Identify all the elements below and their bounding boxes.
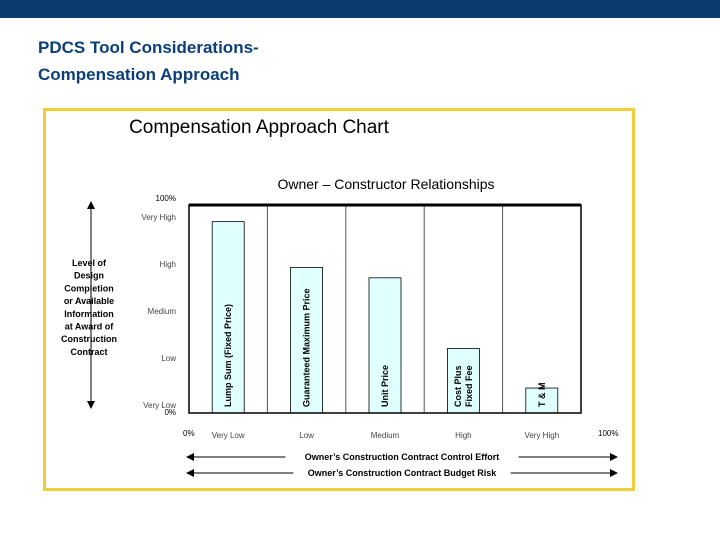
chart-title: Compensation Approach Chart: [129, 117, 389, 138]
x-end-label-left: 0%: [183, 429, 195, 438]
chart-subtitle: Owner – Constructor Relationships: [277, 176, 495, 192]
y-axis-label-line: Information: [64, 308, 114, 319]
bar-label-4: Fixed Fee: [463, 365, 474, 407]
y-tick-label: Very High: [141, 213, 176, 222]
y-axis-label-line: Construction: [61, 334, 117, 345]
x-tick-label: Low: [299, 431, 314, 440]
top-banner: [0, 0, 720, 18]
bar-label-5: T & M: [536, 382, 547, 407]
bottom-arrow-label: Owner’s Construction Contract Budget Risk: [307, 468, 497, 478]
bottom-arrow-label: Owner’s Construction Contract Control Effort: [304, 452, 500, 462]
slide-title: PDCS Tool Considerations-: [38, 38, 259, 57]
y-arrow-head-up: [87, 201, 95, 209]
slide-subtitle: Compensation Approach: [38, 65, 240, 84]
y-end-label-top: 100%: [155, 194, 176, 203]
y-tick-label: Very Low: [143, 401, 176, 410]
y-axis-label-line: Contract: [70, 346, 108, 357]
compensation-approach-chart: [46, 111, 632, 488]
y-axis-label-line: Level of: [71, 258, 107, 268]
x-tick-label: Very High: [524, 431, 560, 440]
bottom-arrow-head-right: [610, 453, 618, 461]
chart-frame: [43, 108, 635, 491]
bottom-arrow-head-left: [186, 469, 194, 477]
x-tick-label: Medium: [370, 431, 400, 440]
y-axis-label-line: Design: [73, 270, 105, 281]
y-end-label-bottom: 0%: [164, 408, 176, 417]
x-tick-label: High: [455, 431, 472, 440]
bar-label-1: Lump Sum (Fixed Price): [223, 303, 234, 407]
bottom-arrow-head-right: [610, 469, 618, 477]
y-axis-label-line: at Award of: [64, 321, 114, 332]
y-tick-label: High: [159, 260, 176, 269]
bar-label-2: Guaranteed Maximum Price: [301, 288, 312, 407]
bar-label-3: Unit Price: [380, 364, 390, 407]
bar-label-4: Cost Plus: [452, 365, 463, 407]
y-axis-label-line: Completion: [64, 283, 114, 294]
x-end-label-right: 100%: [598, 429, 619, 438]
bottom-arrow-head-left: [186, 453, 194, 461]
y-tick-label: Medium: [147, 307, 176, 316]
y-axis-label-line: or Available: [63, 296, 115, 307]
y-arrow-head-down: [87, 401, 95, 409]
y-tick-label: Low: [161, 354, 176, 363]
x-tick-label: Very Low: [211, 431, 245, 440]
